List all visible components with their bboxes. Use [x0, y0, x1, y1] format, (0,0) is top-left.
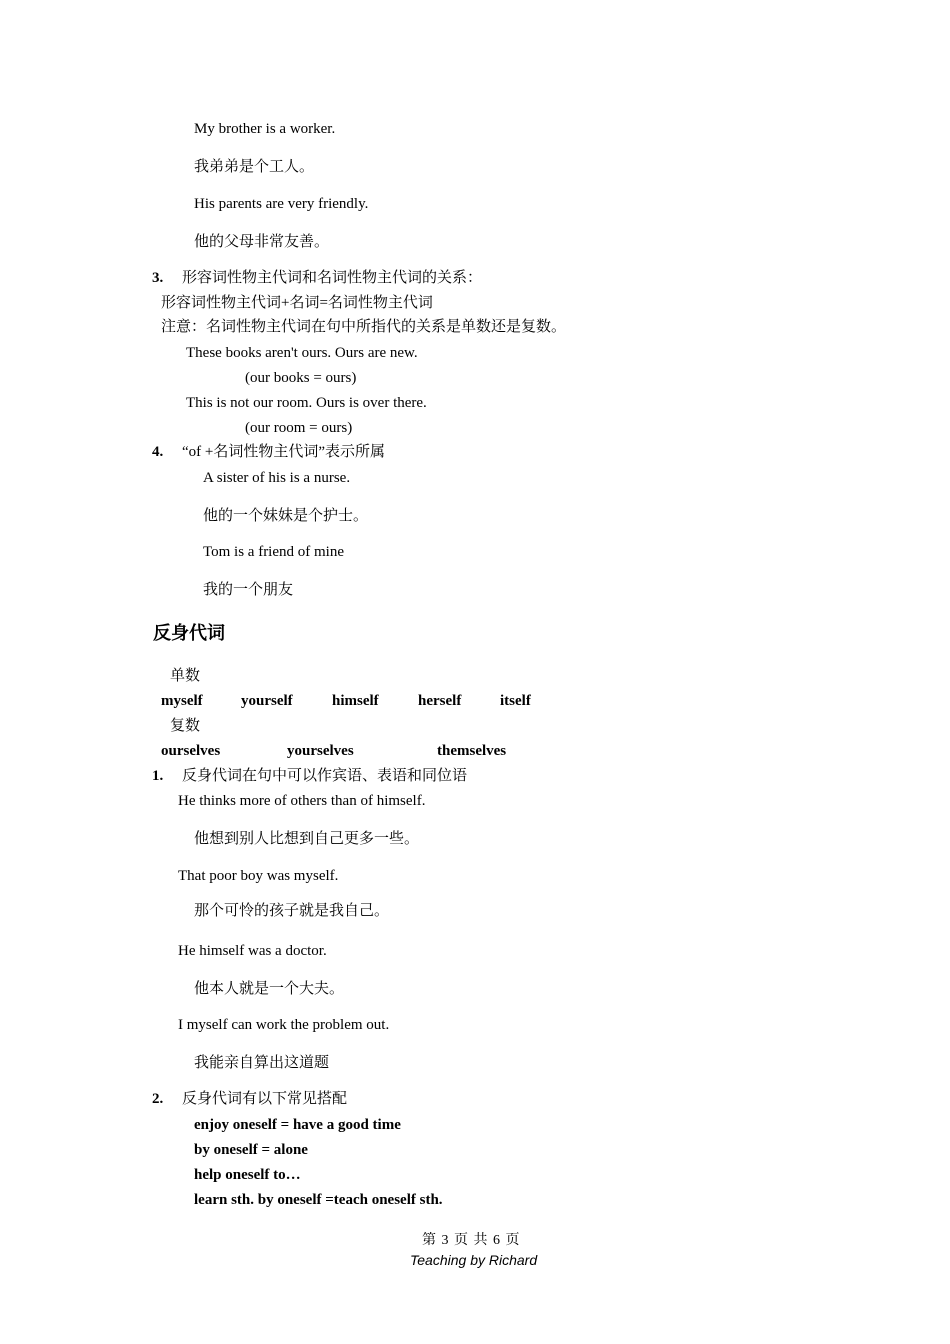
- pronoun-singular: myself: [161, 693, 203, 709]
- item-number: 1.: [152, 768, 164, 784]
- example-translation: 他想到别人比想到自己更多一些。: [194, 829, 420, 847]
- collocation: enjoy oneself = have a good time: [194, 1117, 401, 1133]
- pronoun-singular: yourself: [241, 693, 293, 709]
- example-translation: 他本人就是一个大夫。: [194, 979, 345, 997]
- example-explanation: (our books = ours): [245, 370, 357, 386]
- example-sentence: This is not our room. Ours is over there.: [186, 395, 427, 411]
- example-translation: 他的一个妹妹是个护士。: [203, 506, 369, 524]
- example-sentence: Tom is a friend of mine: [203, 544, 344, 560]
- example-translation: 他的父母非常友善。: [194, 232, 330, 250]
- section-heading: 反身代词: [153, 623, 225, 644]
- note-text: 注意：名词性物主代词在句中所指代的关系是单数还是复数。: [161, 319, 567, 335]
- item-title: “of +名词性物主代词”表示所属: [182, 444, 386, 460]
- collocation: learn sth. by oneself =teach oneself sth.: [194, 1192, 443, 1208]
- example-translation: 那个可怜的孩子就是我自己。: [194, 901, 390, 919]
- example-sentence: That poor boy was myself.: [178, 868, 339, 884]
- collocation: help oneself to…: [194, 1167, 301, 1183]
- pronoun-singular: itself: [500, 693, 531, 709]
- example-sentence: A sister of his is a nurse.: [203, 470, 351, 486]
- pronoun-plural: ourselves: [161, 743, 221, 759]
- example-sentence: He thinks more of others than of himself.: [178, 793, 426, 809]
- example-translation: 我能亲自算出这道题: [194, 1053, 330, 1071]
- plural-label: 复数: [170, 718, 201, 734]
- pronoun-plural: themselves: [437, 743, 507, 759]
- item-number: 2.: [152, 1091, 164, 1107]
- example-sentence: He himself was a doctor.: [178, 943, 327, 959]
- formula-text: 形容词性物主代词+名词=名词性物主代词: [161, 295, 433, 311]
- example-sentence: My brother is a worker.: [194, 121, 336, 137]
- example-translation: 我弟弟是个工人。: [194, 157, 315, 175]
- footer-credit: Teaching by Richard: [410, 1252, 538, 1268]
- item-number: 3.: [152, 270, 164, 286]
- item-title: 反身代词有以下常见搭配: [182, 1091, 348, 1107]
- example-sentence: These books aren't ours. Ours are new.: [186, 345, 418, 361]
- example-sentence: I myself can work the problem out.: [178, 1017, 390, 1033]
- example-sentence: His parents are very friendly.: [194, 196, 369, 212]
- pronoun-plural: yourselves: [287, 743, 354, 759]
- page-number: 第 3 页 共 6 页: [422, 1233, 521, 1248]
- collocation: by oneself = alone: [194, 1142, 308, 1158]
- example-translation: 我的一个朋友: [203, 580, 294, 598]
- pronoun-singular: himself: [332, 693, 379, 709]
- item-number: 4.: [152, 444, 164, 460]
- singular-label: 单数: [170, 668, 201, 684]
- item-title: 反身代词在句中可以作宾语、表语和同位语: [182, 768, 468, 784]
- example-explanation: (our room = ours): [245, 420, 353, 436]
- item-title: 形容词性物主代词和名词性物主代词的关系：: [182, 270, 483, 286]
- pronoun-singular: herself: [418, 693, 462, 709]
